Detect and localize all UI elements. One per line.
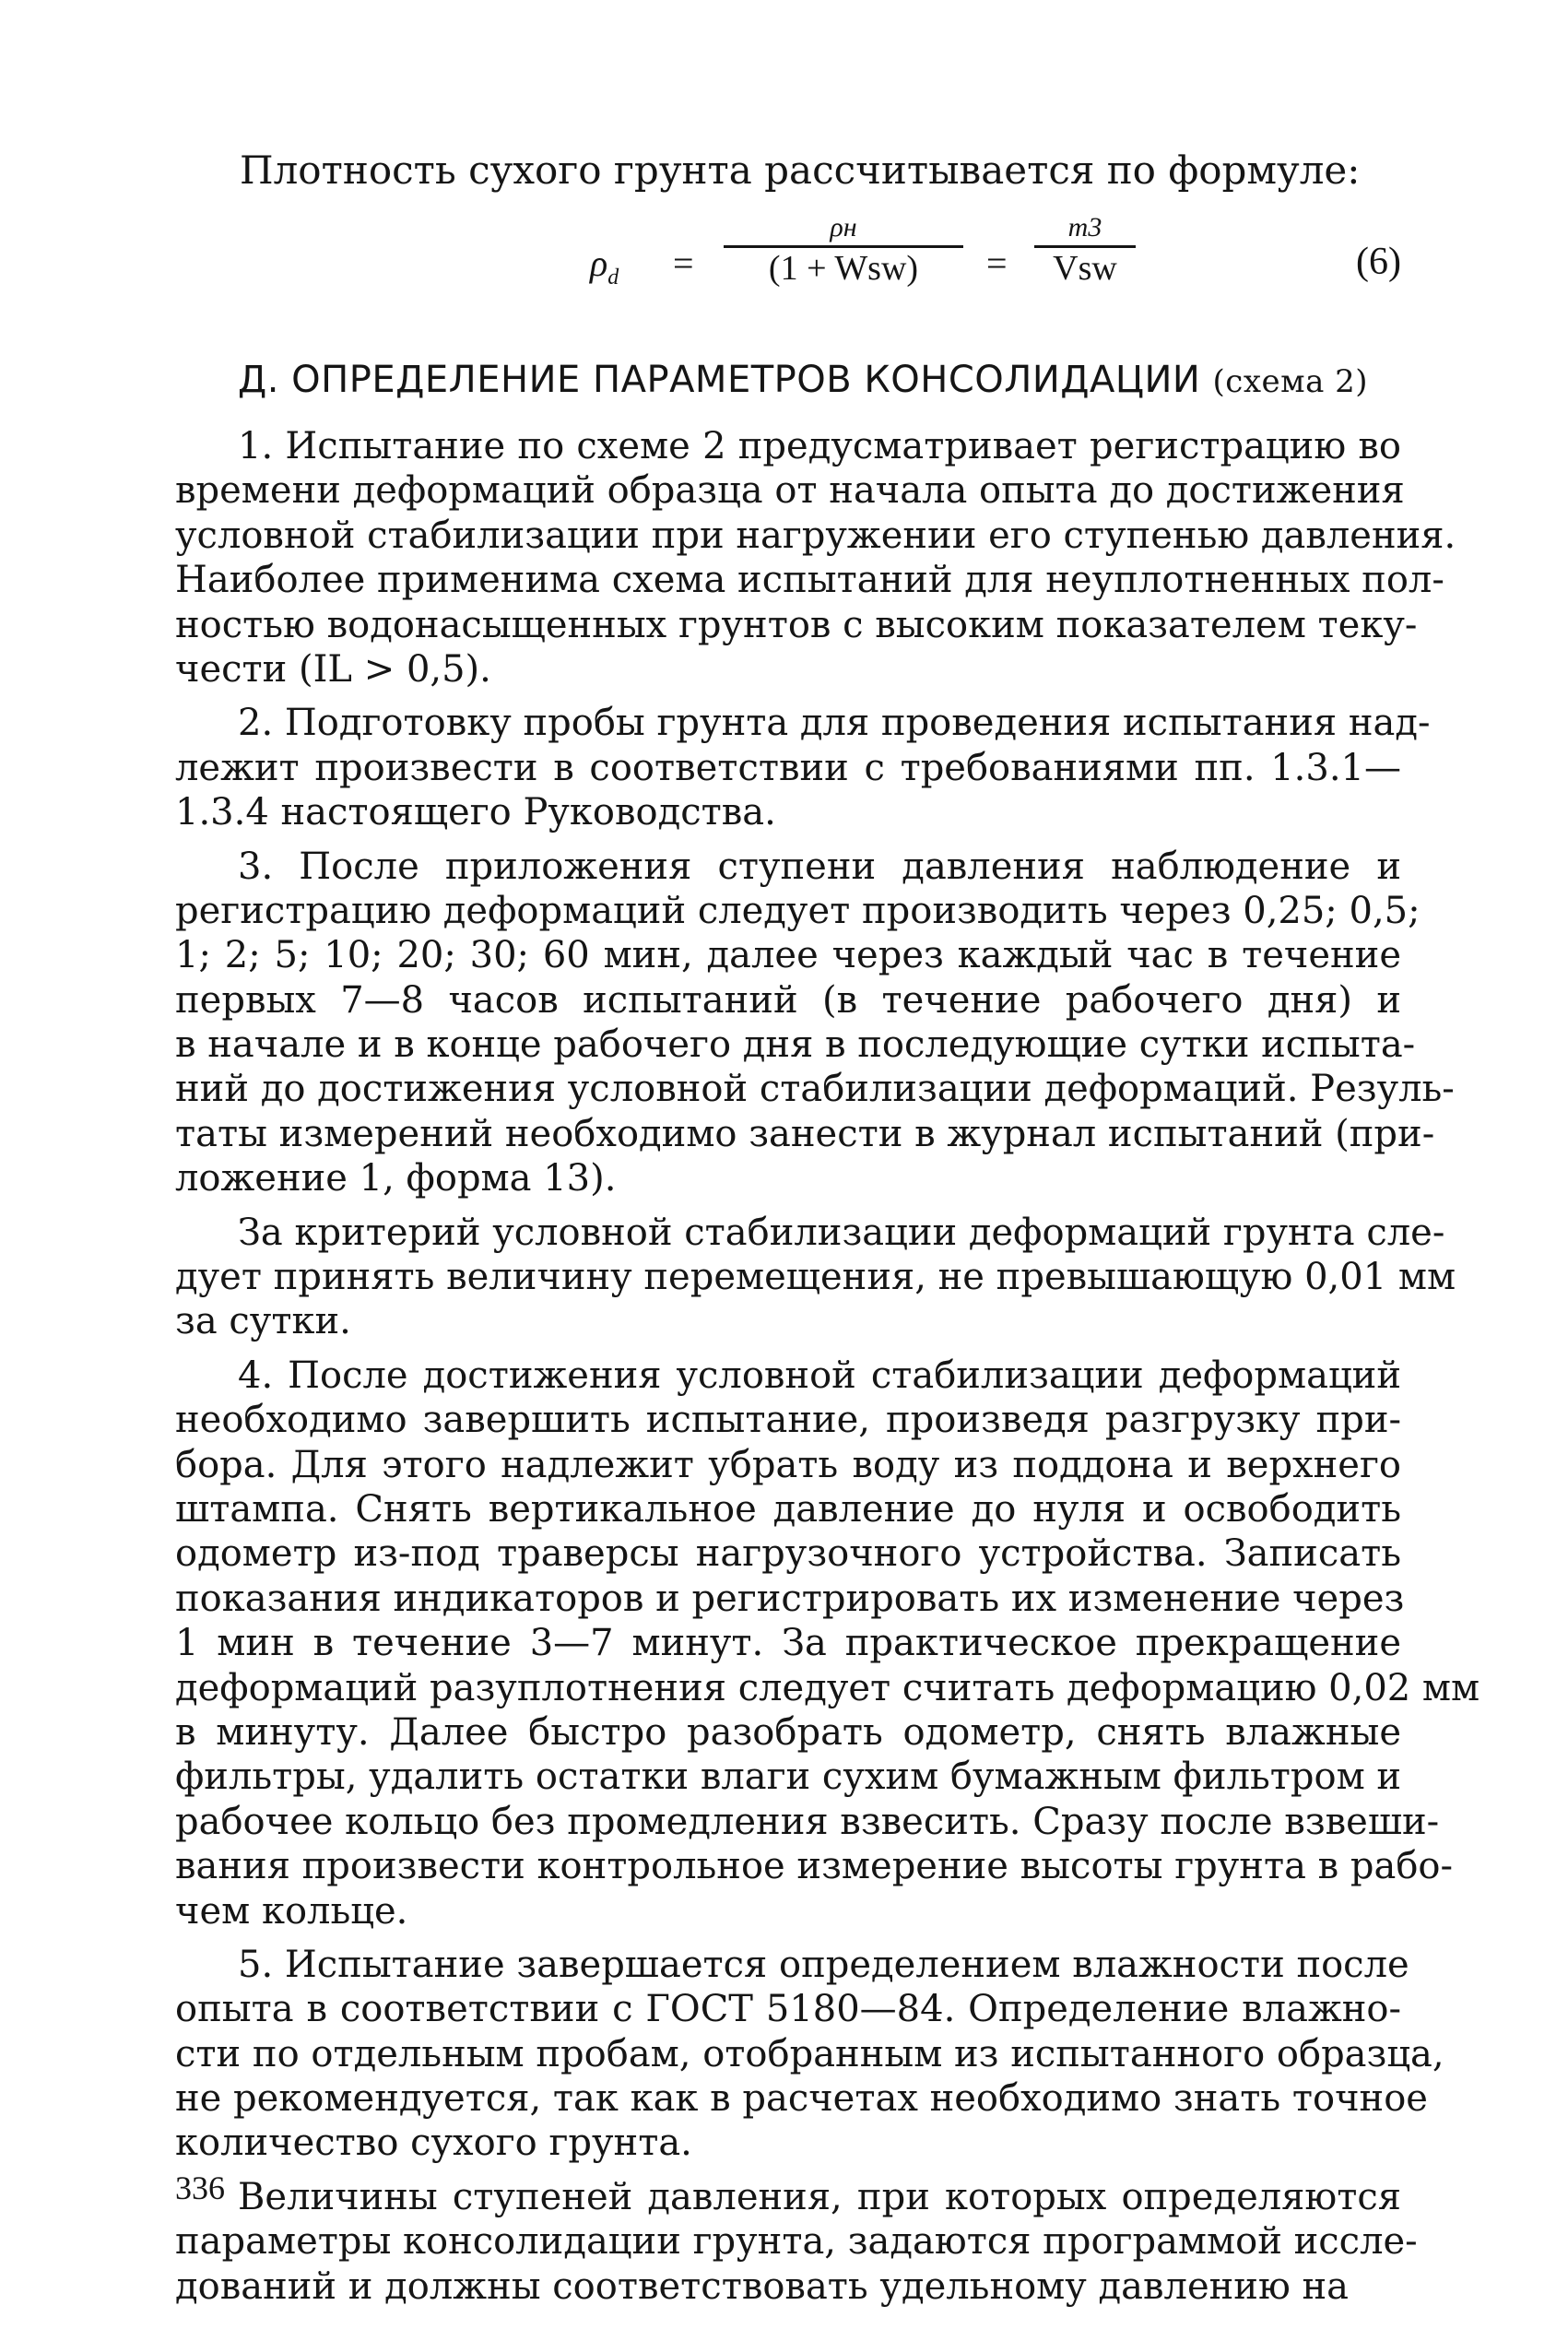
fraction-2-numerator: m3	[1067, 212, 1102, 242]
text-line: рабочее кольцо без промедления взвесить. Сразу после взвеши-	[175, 1800, 1440, 1843]
text-line: ний до достижения условной стабилизации деформаций. Резуль-	[175, 1068, 1455, 1111]
text-line: условной стабилизации при нагружении его ступенью давления.	[175, 514, 1456, 557]
text-line: 1.3.4 настоящего Руководства.	[175, 791, 776, 834]
formula-equals-2: =	[986, 242, 1008, 284]
text-line: Наиболее применима схема испытаний для неуплотненных пол-	[175, 559, 1444, 602]
formula-fraction-1	[724, 212, 963, 289]
page-number: 336	[175, 2170, 225, 2206]
text-line: 1; 2; 5; 10; 20; 30; 60 мин, далее через каждый час в течение	[175, 934, 1401, 977]
section-title-text: Д. ОПРЕДЕЛЕНИЕ ПАРАМЕТРОВ КОНСОЛИДАЦИИ	[238, 359, 1201, 401]
text-line: ложение 1, форма 13).	[175, 1157, 617, 1200]
text-line: фильтры, удалить остатки влаги сухим бумажным фильтром и	[175, 1756, 1402, 1799]
equation-number: (6)	[1356, 241, 1401, 283]
text-line: первых 7—8 часов испытаний (в течение рабочего дня) и	[175, 978, 1401, 1022]
section-title	[175, 352, 1401, 408]
intro-sentence: Плотность сухого грунта рассчитывается по формуле:	[240, 148, 1361, 193]
text-line: за сутки.	[175, 1300, 351, 1343]
formula-6	[175, 212, 1401, 332]
paragraph	[175, 1211, 1456, 1344]
fraction-1-denominator: (1 + Wsw)	[724, 245, 963, 289]
paragraph	[175, 1943, 1444, 2166]
text-line: сти по отдельным пробам, отобранным из испытанного образца,	[175, 2032, 1444, 2075]
paragraph	[175, 1354, 1480, 1933]
text-line: не рекомендуется, так как в расчетах необходимо знать точное	[175, 2077, 1428, 2121]
fraction-1-numerator: ρн	[830, 212, 857, 242]
text-line: лежит произвести в соответствии с требованиями пп. 1.3.1—	[175, 746, 1401, 789]
text-line: опыта в соответствии с ГОСТ 5180—84. Определение влажно-	[175, 1988, 1401, 2031]
text-line: дований и должны соответствовать удельному давлению на	[175, 2264, 1349, 2308]
text-line: количество сухого грунта.	[175, 2122, 692, 2165]
text-line: параметры консолидации грунта, задаются программой иссле-	[175, 2220, 1418, 2264]
text-line: бора. Для этого надлежит убрать воду из поддона и верхнего	[175, 1443, 1401, 1486]
text-line: в минуту. Далее быстро разобрать одометр, снять влажные	[175, 1710, 1401, 1754]
text-line: 1 мин в течение 3—7 минут. За практическое прекращение	[175, 1622, 1401, 1665]
text-line: необходимо завершить испытание, произведя разгрузку при-	[175, 1399, 1401, 1442]
text-line: За критерий условной стабилизации деформаций грунта сле-	[238, 1211, 1445, 1254]
text-line: регистрацию деформаций следует производить через 0,25; 0,5;	[175, 889, 1421, 932]
paragraph	[175, 424, 1456, 692]
fraction-2-denominator: Vsw	[1034, 245, 1136, 289]
section-scheme: (схема 2)	[1212, 363, 1369, 400]
text-line: 5. Испытание завершается определением влажности после	[238, 1943, 1409, 1986]
text-line: штампа. Снять вертикальное давление до нуля и освободить	[175, 1487, 1401, 1531]
text-line: 1. Испытание по схеме 2 предусматривает регистрацию во	[238, 425, 1401, 467]
paragraph	[175, 2175, 1418, 2309]
text-line: 3. После приложения ступени давления наблюдение и	[238, 845, 1401, 888]
text-line: времени деформаций образца от начала опыта до достижения	[175, 469, 1405, 513]
text-line: чести (IL > 0,5).	[175, 647, 491, 691]
text-line: показания индикаторов и регистрировать их изменение через	[175, 1577, 1405, 1620]
paragraph	[175, 845, 1455, 1201]
formula-fraction-2	[1034, 212, 1136, 289]
text-line: Величины ступеней давления, при которых определяются	[238, 2175, 1401, 2218]
document-page	[175, 138, 1480, 2318]
paragraph	[175, 701, 1431, 834]
text-line: дует принять величину перемещения, не превышающую 0,01 мм	[175, 1256, 1456, 1299]
text-line: чем кольце.	[175, 1889, 408, 1933]
text-line: таты измерений необходимо занести в журнал испытаний (при-	[175, 1112, 1435, 1155]
text-line: 2. Подготовку пробы грунта для проведения испытания над-	[238, 702, 1431, 745]
text-line: вания произвести контрольное измерение высоты грунта в рабо-	[175, 1845, 1454, 1888]
text-line: в начале и в конце рабочего дня в последующие сутки испыта-	[175, 1023, 1416, 1067]
text-line: ностью водонасыщенных грунтов с высоким показателем теку-	[175, 603, 1418, 646]
text-line: одометр из-под траверсы нагрузочного устройства. Записать	[175, 1532, 1401, 1576]
text-line: 4. После достижения условной стабилизации деформаций	[238, 1354, 1401, 1397]
formula-equals-1: =	[673, 242, 694, 284]
body-text	[175, 424, 1480, 2309]
formula-lhs: $\rho_d$	[590, 242, 619, 290]
text-line: деформаций разуплотнения следует считать деформацию 0,02 мм	[175, 1666, 1480, 1709]
